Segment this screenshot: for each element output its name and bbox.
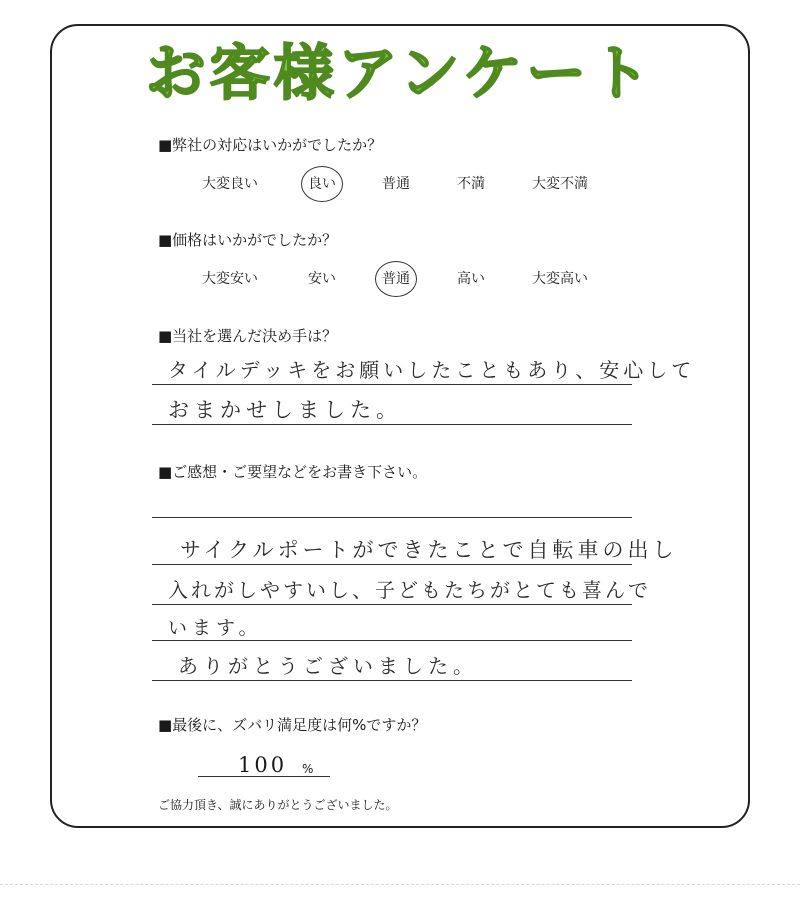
- reason-answer-line-1: タイルデッキをお願いしたこともあり、安心して: [168, 358, 696, 382]
- reason-answer-line-2: おまかせしました。: [168, 398, 402, 422]
- question-service: ■弊社の対応はいかがでしたか？: [158, 136, 383, 154]
- satisfaction-unit: %: [302, 762, 314, 776]
- option-service-3: 普通: [382, 176, 410, 192]
- feedback-rule-3: [152, 604, 632, 605]
- options-service: [198, 172, 618, 196]
- question-feedback: ■ご感想・ご要望などをお書き下さい。: [158, 463, 428, 481]
- feedback-rule-5: [152, 680, 632, 681]
- feedback-rule-4: [152, 640, 632, 641]
- thank-you-footer: ご協力頂き、誠にありがとうございました。: [158, 798, 398, 812]
- feedback-answer-line-2: 入れがしやすいし、子どもたちがとても喜んで: [168, 578, 651, 602]
- option-service-4: 不満: [457, 176, 485, 192]
- page-edge-line: [0, 884, 800, 885]
- satisfaction-value: 100: [238, 753, 288, 777]
- question-satisfaction: ■最後に、ズバリ満足度は何%ですか？: [158, 716, 427, 734]
- option-price-3-circled: 普通: [382, 267, 410, 291]
- survey-card: [50, 24, 750, 828]
- survey-title: お客様アンケート: [145, 39, 655, 109]
- feedback-answer-line-4: ありがとうございました。: [178, 654, 478, 678]
- reason-rule-1: [152, 384, 632, 385]
- option-price-4: 高い: [457, 271, 485, 287]
- feedback-rule-1: [152, 517, 632, 518]
- feedback-rule-2: [152, 564, 632, 565]
- options-price: [198, 267, 618, 291]
- option-service-2-circled: 良い: [308, 172, 336, 196]
- feedback-answer-line-1: サイクルポートができたことで自転車の出し: [180, 538, 678, 562]
- satisfaction-rule: [198, 776, 330, 777]
- option-price-1: 大変安い: [202, 271, 258, 287]
- question-reason: ■当社を選んだ決め手は？: [158, 327, 338, 345]
- option-service-5: 大変不満: [532, 176, 588, 192]
- feedback-answer-line-3: います。: [168, 617, 263, 639]
- option-service-1: 大変良い: [202, 176, 258, 192]
- question-price: ■価格はいかがでしたか？: [158, 231, 338, 249]
- reason-rule-2: [152, 424, 632, 425]
- option-price-2: 安い: [308, 271, 336, 287]
- option-price-5: 大変高い: [532, 271, 588, 287]
